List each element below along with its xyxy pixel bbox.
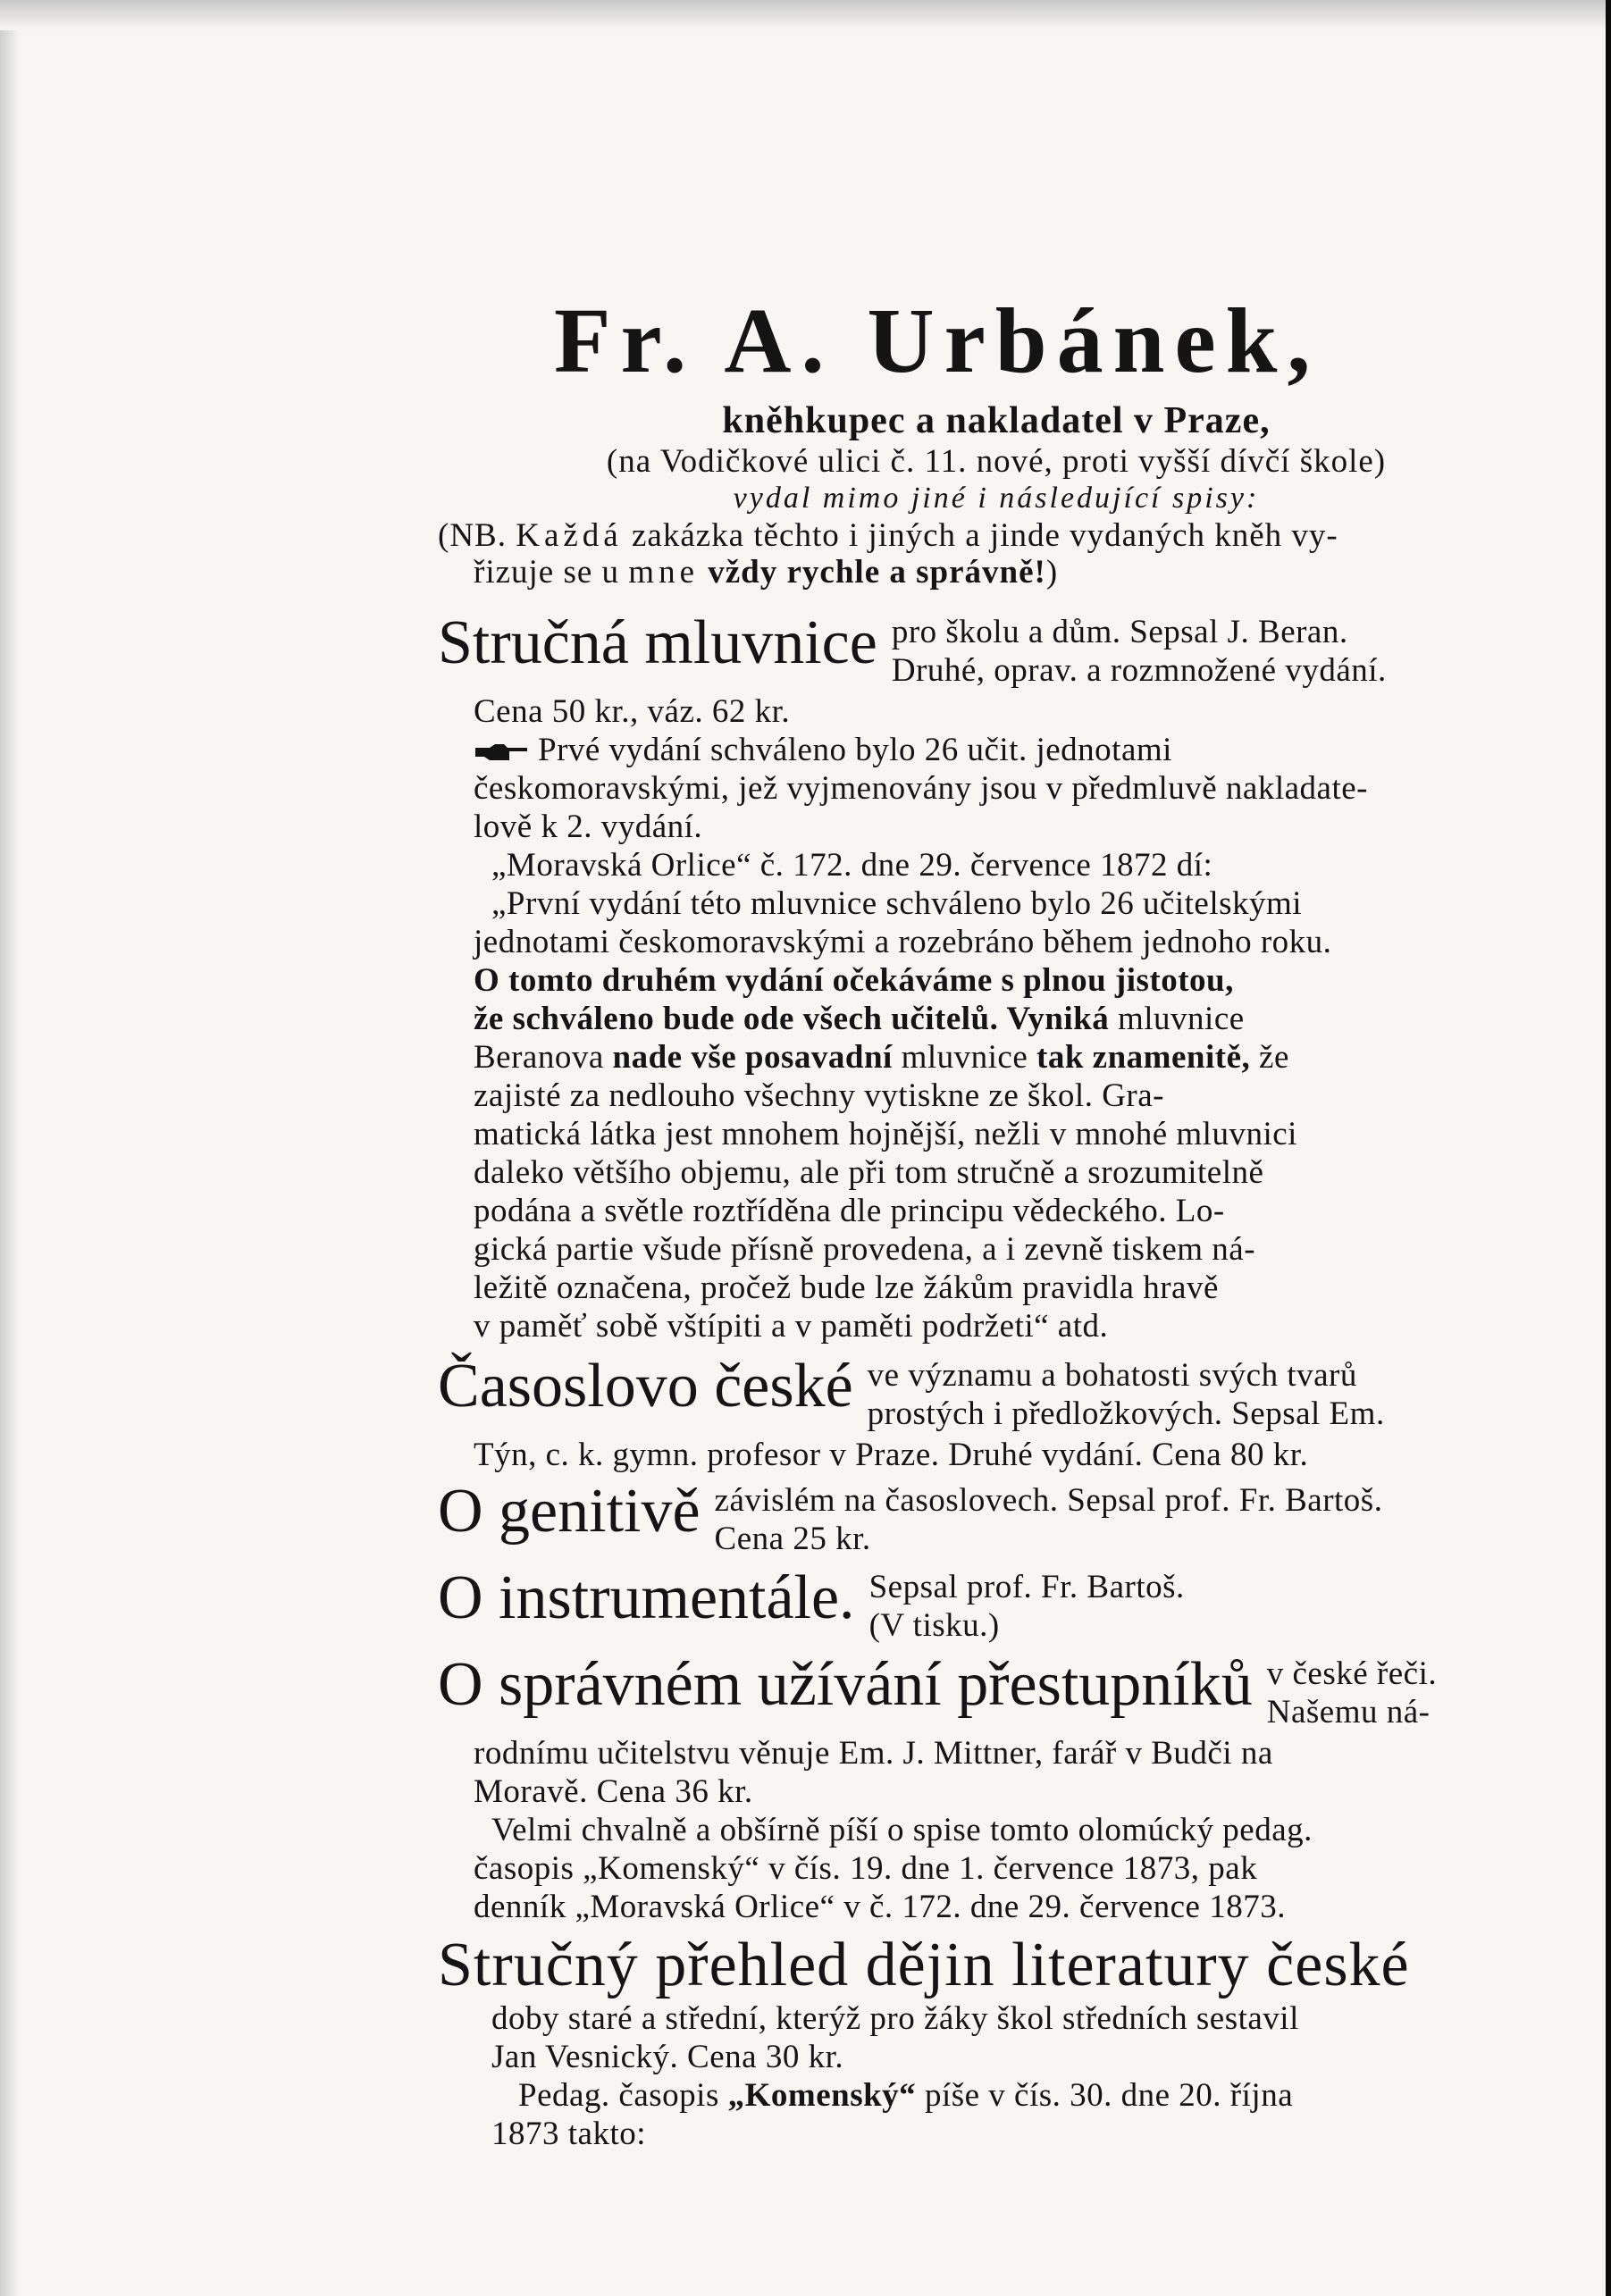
text-span: Pedag. časopis	[518, 2077, 728, 2115]
entry-heading: Časoslovo české	[438, 1352, 853, 1421]
entry-heading: O správném užívání přestupníků	[438, 1650, 1253, 1720]
text-line	[438, 733, 1555, 767]
document-page	[438, 289, 1555, 2153]
side-line-2: Druhé, oprav. a rozmnožené vydání.	[891, 651, 1387, 689]
text-line: podána a světle roztříděna dle principu vědeckého. Lo-	[474, 1193, 1225, 1230]
entry-side-text	[892, 612, 1387, 690]
nb-mne: mne	[628, 554, 699, 591]
entry-heading: Stručná mluvnice	[438, 608, 877, 677]
text-span: mluvnice	[1109, 1001, 1245, 1038]
text-span: že	[1250, 1039, 1289, 1077]
text-line: gická partie všude přísně provedena, a i zevně tiskem ná-	[474, 1231, 1256, 1269]
text-span: mluvnice	[892, 1039, 1037, 1077]
bold-span: že schváleno bude ode všech učitelů. Vyniká	[474, 1001, 1110, 1038]
text-line: v paměť sobě vštípiti a v paměti podržeti“ atd.	[474, 1308, 1109, 1345]
scan-top-edge	[0, 0, 1611, 30]
price-line: Cena 50 kr., váz. 62 kr.	[474, 693, 791, 731]
entry-heading: O instrumentále.	[438, 1563, 855, 1633]
text-line: ležitě označena, pročež bude lze žákům pravidla hravě	[474, 1270, 1219, 1307]
text-line: Týn, c. k. gymn. profesor v Praze. Druhé vydání. Cena 80 kr.	[474, 1437, 1309, 1474]
text-line: českomoravskými, jež vyjmenovány jsou v předmluvě nakladate-	[474, 770, 1368, 808]
nb-label: (NB.	[438, 517, 507, 554]
text-line: „První vydání této mluvnice schváleno bylo 26 učitelskými	[491, 885, 1303, 923]
text-line: jednotami českomoravskými a rozebráno během jednoho roku.	[474, 924, 1332, 961]
nb-bold: vždy rychle a správně!	[708, 554, 1046, 591]
scan-left-edge	[0, 0, 20, 2296]
text-line: „Moravská Orlice“ č. 172. dne 29. července 1872 dí:	[491, 847, 1213, 884]
text-span: Prvé vydání schváleno bylo 26 učit. jednotami	[538, 732, 1172, 769]
text-line: 1873 takto:	[491, 2116, 647, 2153]
text-line: Jan Vesnický. Cena 30 kr.	[491, 2039, 844, 2076]
text-line: Velmi chvalně a obšírně píší o spise tomto olomúcký pedag.	[491, 1812, 1313, 1849]
text-line	[438, 1001, 1555, 1038]
nb-text: zakázka těchto i jiných a jinde vydaných kněh vy-	[631, 517, 1338, 554]
entry-casoslovo	[438, 1352, 1555, 1433]
text-span: píše v čís. 30. dne 20. října	[916, 2077, 1294, 2115]
entry-side-text	[868, 1355, 1385, 1433]
entry-heading-prehled: Stručný přehled dějin literatury české	[438, 1931, 1410, 2000]
side-line-1: Sepsal prof. Fr. Bartoš.	[868, 1569, 1185, 1606]
text-line-bold: O tomto druhém vydání očekáváme s plnou jistotou,	[474, 962, 1234, 1000]
publisher-subtitle: kněhkupec a nakladatel v Praze,	[722, 400, 1271, 441]
scan-right-edge	[1606, 0, 1611, 2296]
text-line	[438, 1039, 1555, 1077]
side-line-2: Našemu ná-	[1266, 1693, 1431, 1730]
bold-span: tak znamenitě,	[1036, 1039, 1251, 1077]
nb-close: )	[1045, 554, 1059, 591]
side-line-1: pro školu a dům. Sepsal J. Beran.	[891, 614, 1348, 650]
side-line-2: (V tisku.)	[868, 1606, 1000, 1644]
nb-note-line-1	[438, 519, 1555, 552]
entry-instrumentale	[438, 1563, 1555, 1645]
text-span: Beranova	[474, 1039, 613, 1077]
side-line-2: Cena 25 kr.	[714, 1520, 871, 1557]
side-line-1: v české řeči.	[1266, 1655, 1438, 1693]
text-line: lově k 2. vydání.	[474, 809, 703, 846]
side-line-1: závislém na časoslovech. Sepsal prof. Fr. Bartoš.	[714, 1482, 1383, 1520]
side-line-1: ve významu a bohatosti svých tvarů	[867, 1357, 1357, 1395]
entry-mluvnice	[438, 608, 1555, 690]
nb-text-2: řizuje se u	[474, 554, 620, 591]
entry-side-text	[715, 1480, 1383, 1558]
entry-genitive	[438, 1477, 1555, 1558]
publisher-address: (na Vodičkové ulici č. 11. nové, proti vyšší dívčí škole)	[606, 443, 1387, 480]
text-line: zajisté za nedlouho všechny vytiskne ze škol. Gra-	[474, 1077, 1164, 1115]
text-line: doby staré a střední, kterýž pro žáky škol středních sestavil	[491, 2000, 1299, 2038]
entry-side-text	[869, 1567, 1185, 1645]
entry-side-text	[1267, 1654, 1437, 1731]
text-line: matická látka jest mnohem hojnější, nežli v mnohé mluvnici	[474, 1116, 1297, 1153]
bold-span: „Komenský“	[727, 2077, 917, 2115]
text-line: Moravě. Cena 36 kr.	[474, 1773, 753, 1811]
side-line-2: prostých i předložkových. Sepsal Em.	[867, 1395, 1385, 1432]
text-line	[438, 2077, 1555, 2115]
text-line: daleko většího objemu, ale při tom stručně a srozumitelně	[474, 1154, 1264, 1192]
bold-span: nade vše posavadní	[612, 1039, 893, 1077]
nb-emphasis: Každá	[516, 517, 623, 554]
published-note: vydal mimo jiné i následující spisy:	[733, 482, 1260, 515]
text-line: časopis „Komenský“ v čís. 19. dne 1. července 1873, pak	[474, 1850, 1258, 1888]
pointing-hand-icon	[474, 742, 529, 764]
publisher-title: Fr. A. Urbánek,	[554, 289, 1321, 392]
nb-note-line-2	[438, 556, 1555, 589]
entry-heading: O genitivě	[438, 1477, 701, 1546]
entry-prestupniku	[438, 1650, 1555, 1731]
text-line: denník „Moravská Orlice“ v č. 172. dne 29. července 1873.	[474, 1889, 1286, 1926]
text-line: rodnímu učitelstvu věnuje Em. J. Mittner, farář v Budči na	[474, 1735, 1273, 1772]
